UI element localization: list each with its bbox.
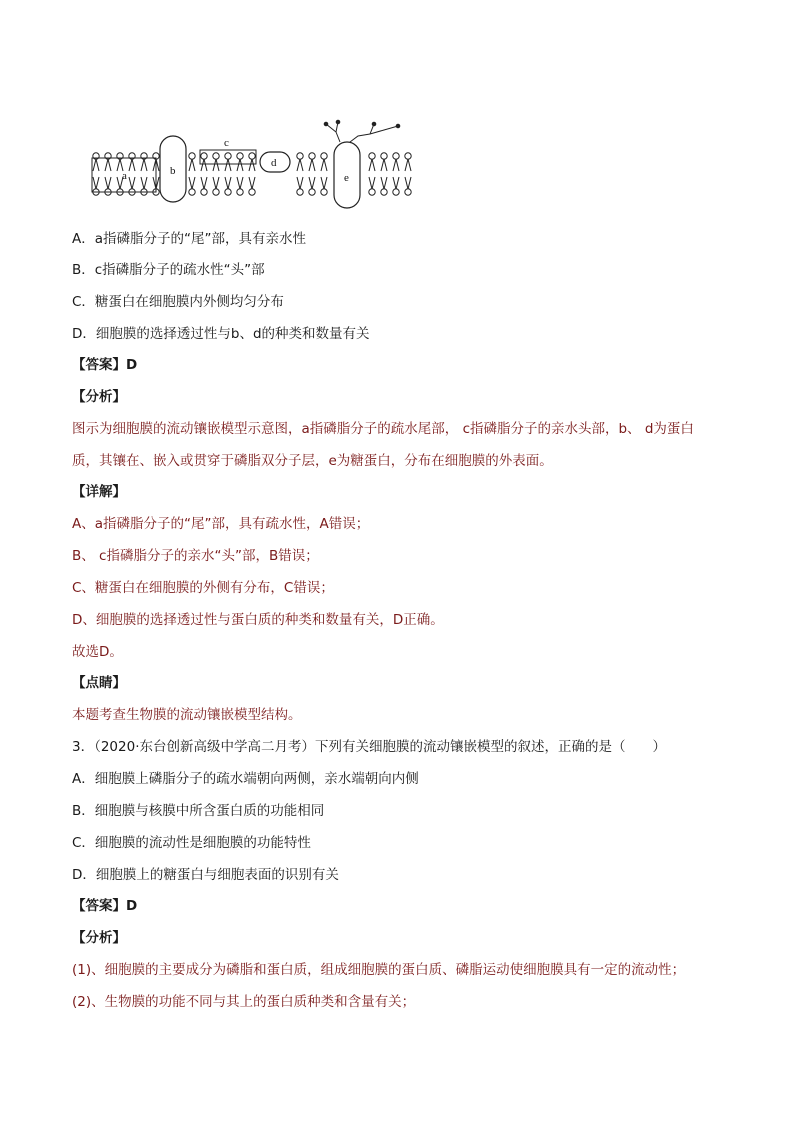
q2-detail-line-1: A、a指磷脂分子的“尾”部，具有疏水性，A错误； — [72, 516, 370, 532]
phospholipid-tail — [369, 159, 375, 171]
phospholipid-tail — [201, 177, 207, 189]
phospholipid-head — [381, 189, 387, 195]
q3-option-d: D．细胞膜上的糖蛋白与细胞表面的识别有关 — [72, 867, 339, 883]
label-e: e — [344, 172, 349, 184]
phospholipid-head — [249, 153, 255, 159]
phospholipid-tail — [237, 177, 243, 189]
q2-detail-line-5: 故选D。 — [72, 644, 123, 660]
phospholipid-head — [297, 153, 303, 159]
phospholipid-head — [213, 189, 219, 195]
phospholipid-head — [393, 189, 399, 195]
phospholipid-tail — [105, 159, 111, 171]
q2-detail-line-4: D、细胞膜的选择透过性与蛋白质的种类和数量有关，D正确。 — [72, 612, 444, 628]
q2-point-line: 本题考查生物膜的流动镶嵌模型结构。 — [72, 707, 302, 723]
phospholipid-tail — [309, 177, 315, 189]
q2-detail-line-2: B、 c指磷脂分子的亲水“头”部，B错误； — [72, 548, 319, 564]
label-b: b — [170, 165, 176, 177]
phospholipid-tail — [201, 159, 207, 171]
q2-analysis-line-1: 图示为细胞膜的流动镶嵌模型示意图，a指磷脂分子的疏水尾部， c指磷脂分子的亲水头部，b、 d为蛋白 — [72, 421, 694, 437]
q3-option-a: A．细胞膜上磷脂分子的疏水端朝向两侧，亲水端朝向内侧 — [72, 771, 419, 787]
phospholipid-tail — [297, 159, 303, 171]
region-c-box — [200, 150, 256, 164]
q3-analysis-heading: 【分析】 — [72, 930, 126, 946]
q2-option-b: B．c指磷脂分子的疏水性“头”部 — [72, 262, 265, 278]
cell-membrane-diagram — [88, 118, 418, 218]
phospholipid-tail — [309, 159, 315, 171]
q2-detail-heading: 【详解】 — [72, 484, 126, 500]
q3-option-c: C．细胞膜的流动性是细胞膜的功能特性 — [72, 835, 311, 851]
phospholipid-head — [381, 153, 387, 159]
phospholipid-tail — [405, 159, 411, 171]
phospholipid-head — [201, 153, 207, 159]
phospholipid-head — [405, 153, 411, 159]
phospholipid-bilayer — [93, 153, 411, 195]
q2-point-heading: 【点睛】 — [72, 675, 126, 691]
phospholipid-tail — [321, 159, 327, 171]
phospholipid-head — [321, 153, 327, 159]
phospholipid-head — [189, 189, 195, 195]
phospholipid-head — [237, 189, 243, 195]
phospholipid-head — [225, 153, 231, 159]
phospholipid-tail — [93, 159, 99, 171]
phospholipid-head — [189, 153, 195, 159]
phospholipid-head — [405, 189, 411, 195]
phospholipid-tail — [141, 159, 147, 171]
phospholipid-head — [297, 189, 303, 195]
phospholipid-tail — [393, 159, 399, 171]
phospholipid-head — [249, 189, 255, 195]
phospholipid-head — [225, 189, 231, 195]
phospholipid-tail — [93, 177, 99, 189]
phospholipid-head — [321, 189, 327, 195]
phospholipid-tail — [189, 177, 195, 189]
phospholipid-tail — [105, 177, 111, 189]
label-d: d — [271, 157, 277, 169]
phospholipid-tail — [249, 177, 255, 189]
phospholipid-head — [201, 189, 207, 195]
phospholipid-tail — [249, 159, 255, 171]
phospholipid-head — [309, 189, 315, 195]
phospholipid-tail — [213, 177, 219, 189]
phospholipid-tail — [297, 177, 303, 189]
phospholipid-tail — [129, 177, 135, 189]
q3-stem: 3．（2020·东台创新高级中学高二月考）下列有关细胞膜的流动镶嵌模型的叙述，正确的是（ ） — [72, 739, 666, 755]
q2-option-c: C．糖蛋白在细胞膜内外侧均匀分布 — [72, 294, 284, 310]
q2-analysis-line-2: 质，其镶在、嵌入或贯穿于磷脂双分子层，e为糖蛋白，分布在细胞膜的外表面。 — [72, 453, 553, 469]
q2-detail-line-3: C、糖蛋白在细胞膜的外侧有分布，C错误； — [72, 580, 334, 596]
phospholipid-head — [213, 153, 219, 159]
q2-analysis-heading: 【分析】 — [72, 389, 126, 405]
phospholipid-head — [309, 153, 315, 159]
phospholipid-head — [369, 153, 375, 159]
q3-answer: 【答案】D — [72, 898, 138, 914]
phospholipid-head — [369, 189, 375, 195]
sugar-chain — [324, 120, 400, 142]
phospholipid-tail — [405, 177, 411, 189]
label-a: a — [122, 170, 127, 182]
q2-option-d: D．细胞膜的选择透过性与b、d的种类和数量有关 — [72, 326, 370, 342]
phospholipid-tail — [225, 177, 231, 189]
q3-analysis-line-2: (2)、生物膜的功能不同与其上的蛋白质种类和含量有关； — [72, 994, 416, 1010]
phospholipid-tail — [225, 159, 231, 171]
q3-option-b: B．细胞膜与核膜中所含蛋白质的功能相同 — [72, 803, 325, 819]
phospholipid-tail — [213, 159, 219, 171]
phospholipid-head — [393, 153, 399, 159]
q2-answer: 【答案】D — [72, 357, 138, 373]
phospholipid-tail — [393, 177, 399, 189]
phospholipid-head — [237, 153, 243, 159]
phospholipid-tail — [189, 159, 195, 171]
phospholipid-tail — [381, 159, 387, 171]
phospholipid-tail — [321, 177, 327, 189]
phospholipid-tail — [369, 177, 375, 189]
phospholipid-tail — [141, 177, 147, 189]
q3-analysis-line-1: (1)、细胞膜的主要成分为磷脂和蛋白质，组成细胞膜的蛋白质、磷脂运动使细胞膜具有一定的流动性； — [72, 962, 686, 978]
phospholipid-tail — [381, 177, 387, 189]
label-c: c — [224, 137, 229, 149]
phospholipid-tail — [129, 159, 135, 171]
phospholipid-tail — [237, 159, 243, 171]
q2-option-a: A．a指磷脂分子的“尾”部，具有亲水性 — [72, 231, 306, 247]
